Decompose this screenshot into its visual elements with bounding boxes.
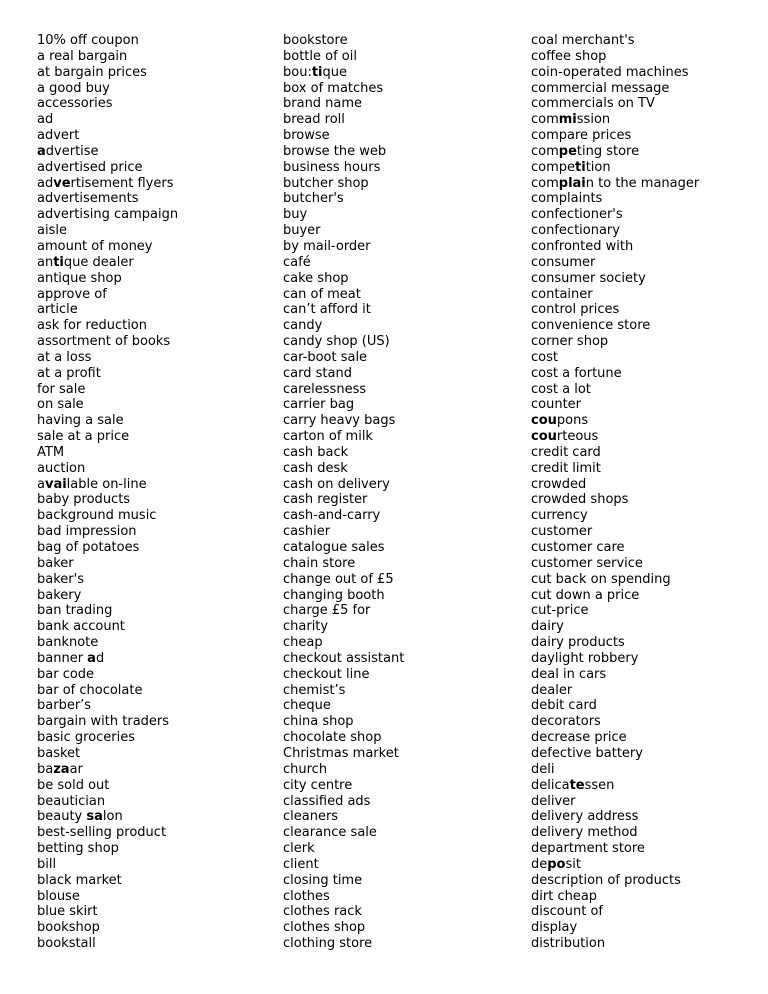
list-item: daylight robbery [531, 650, 639, 666]
list-item: betting shop [37, 841, 119, 857]
list-item: business hours [283, 159, 381, 175]
list-item: bookstore [283, 33, 348, 48]
list-item: article [37, 302, 78, 318]
list-item: bag of potatoes [37, 540, 140, 555]
list-item: customer service [531, 555, 643, 571]
list-item: carelessness [283, 381, 367, 397]
list-item: credit limit [531, 460, 601, 476]
list-item: dairy products [531, 635, 625, 651]
list-item: decorators [531, 714, 601, 730]
list-item: antique shop [37, 270, 122, 286]
list-item: commercials on TV [531, 96, 655, 112]
list-item: ATM [37, 444, 65, 460]
list-item: advertisement flyers [37, 175, 174, 191]
list-item: clothes rack [283, 904, 362, 920]
list-item: coal merchant's [531, 33, 635, 48]
list-item: best-selling product [37, 825, 167, 841]
list-item: sale at a price [37, 429, 130, 445]
list-item: buyer [283, 223, 321, 239]
list-item: confectioner's [531, 207, 623, 223]
list-item: advertised price [37, 159, 143, 175]
list-item: auction [37, 460, 86, 476]
list-item: cheap [283, 635, 323, 651]
list-item: bookstall [37, 936, 96, 952]
list-item: dairy [531, 619, 564, 635]
list-item: church [283, 761, 328, 777]
list-item: customer care [531, 540, 625, 555]
list-item: defective battery [531, 745, 643, 761]
list-item: cash on delivery [283, 476, 390, 492]
list-item: brand name [283, 96, 363, 112]
list-item: debit card [531, 698, 597, 714]
list-item: commission [531, 112, 611, 128]
list-item: a good buy [37, 80, 110, 96]
list-item: banner ad [37, 650, 105, 666]
list-item: aisle [37, 223, 67, 239]
list-item: coupons [531, 413, 589, 429]
list-item: bookshop [37, 920, 100, 936]
list-item: clothing store [283, 936, 373, 952]
list-item: bank account [37, 619, 125, 635]
list-item: accessories [37, 96, 113, 112]
list-item: chemist’s [283, 682, 346, 698]
list-item: background music [37, 508, 157, 524]
list-item: advertise [37, 143, 99, 159]
list-item: browse the web [283, 143, 387, 159]
list-item: cash back [283, 444, 349, 460]
list-item: approve of [37, 286, 107, 302]
list-item: checkout line [283, 666, 370, 682]
list-item: currency [531, 508, 588, 524]
list-item: basket [37, 745, 81, 761]
list-item: coffee shop [531, 48, 607, 64]
list-item: complaints [531, 191, 603, 207]
list-item: bar code [37, 666, 95, 682]
list-item: carrier bag [283, 397, 355, 413]
list-item: clerk [283, 841, 315, 857]
list-item: chain store [283, 555, 356, 571]
list-item: clothes [283, 888, 330, 904]
list-item: cut down a price [531, 587, 640, 603]
list-item: client [283, 856, 319, 872]
word-column-3 [531, 33, 768, 952]
list-item: deliver [531, 793, 576, 809]
list-item: cash-and-carry [283, 508, 381, 524]
list-item: coin-operated machines [531, 64, 689, 80]
list-item: for sale [37, 381, 86, 397]
list-item: amount of money [37, 238, 153, 254]
list-item: baby products [37, 492, 131, 508]
list-item: dirt cheap [531, 888, 598, 904]
list-item: bottle of oil [283, 48, 357, 64]
list-item: description of products [531, 872, 681, 888]
list-item: bar of chocolate [37, 682, 143, 698]
list-item: candy shop (US) [283, 334, 390, 350]
list-item: candy [283, 318, 323, 334]
list-item: bread roll [283, 112, 345, 128]
list-item: delicatessen [531, 777, 615, 793]
list-item: clearance sale [283, 825, 377, 841]
list-item: advertising campaign [37, 207, 179, 223]
list-item: customer [531, 524, 593, 540]
list-item: beautician [37, 793, 106, 809]
list-item: butcher's [283, 191, 344, 207]
list-item: consumer society [531, 270, 646, 286]
list-item: advertisements [37, 191, 139, 207]
list-item: cake shop [283, 270, 349, 286]
list-item: ban trading [37, 603, 113, 619]
list-item: a real bargain [37, 48, 128, 64]
list-item: crowded [531, 476, 587, 492]
list-item: cash register [283, 492, 368, 508]
list-item: counter [531, 397, 582, 413]
list-item: dealer [531, 682, 573, 698]
list-item: butcher shop [283, 175, 369, 191]
list-item: cut-price [531, 603, 589, 619]
list-item: blouse [37, 888, 80, 904]
list-item: available on-line [37, 476, 147, 492]
list-item: cheque [283, 698, 331, 714]
list-item: car-boot sale [283, 349, 368, 365]
list-item: bargain with traders [37, 714, 170, 730]
list-item: distribution [531, 936, 606, 952]
list-item: catalogue sales [283, 540, 385, 555]
list-item: cleaners [283, 809, 339, 825]
list-item: control prices [531, 302, 620, 318]
list-item: cost a lot [531, 381, 591, 397]
list-item: cost [531, 349, 558, 365]
list-item: department store [531, 841, 645, 857]
list-item: courteous [531, 429, 599, 445]
list-item: city centre [283, 777, 353, 793]
list-item: barber’s [37, 698, 92, 714]
list-item: chocolate shop [283, 730, 382, 746]
list-item: competition [531, 159, 611, 175]
list-item: blue skirt [37, 904, 98, 920]
list-item: browse [283, 128, 330, 144]
list-item: ad [37, 112, 54, 128]
list-item: charity [283, 619, 329, 635]
list-item: basic groceries [37, 730, 136, 746]
list-item: at a profit [37, 365, 101, 381]
list-item: cashier [283, 524, 331, 540]
list-item: bazaar [37, 761, 83, 777]
list-item: Christmas market [283, 745, 399, 761]
list-item: crowded shops [531, 492, 629, 508]
list-item: bakery [37, 587, 82, 603]
list-item: ask for reduction [37, 318, 148, 334]
list-item: changing booth [283, 587, 385, 603]
list-item: at bargain prices [37, 64, 147, 80]
list-item: advert [37, 128, 80, 144]
list-item: beauty salon [37, 809, 123, 825]
list-item: compare prices [531, 128, 632, 144]
list-item: deli [531, 761, 555, 777]
list-item: consumer [531, 254, 596, 270]
list-item: 10% off coupon [37, 33, 139, 48]
list-item: deal in cars [531, 666, 607, 682]
list-item: by mail-order [283, 238, 371, 254]
list-item: delivery address [531, 809, 639, 825]
list-item: competing store [531, 143, 640, 159]
list-item: bill [37, 856, 57, 872]
list-item: carry heavy bags [283, 413, 396, 429]
list-item: cost a fortune [531, 365, 622, 381]
list-item: baker [37, 555, 74, 571]
list-item: delivery method [531, 825, 638, 841]
list-item: assortment of books [37, 334, 171, 350]
list-item: classified ads [283, 793, 371, 809]
list-item: can of meat [283, 286, 361, 302]
list-item: cash desk [283, 460, 348, 476]
list-item: display [531, 920, 578, 936]
list-item: confronted with [531, 238, 634, 254]
word-column-1 [37, 33, 277, 952]
list-item: charge £5 for [283, 603, 371, 619]
list-item: bad impression [37, 524, 137, 540]
list-item: bou:tique [283, 64, 347, 80]
list-item: antique dealer [37, 254, 134, 270]
list-item: carton of milk [283, 429, 373, 445]
list-item: on sale [37, 397, 84, 413]
list-item: having a sale [37, 413, 124, 429]
list-item: china shop [283, 714, 354, 730]
list-item: be sold out [37, 777, 110, 793]
list-item: café [283, 254, 311, 270]
list-item: black market [37, 872, 122, 888]
list-item: buy [283, 207, 308, 223]
word-column-2 [283, 33, 523, 952]
list-item: baker's [37, 571, 84, 587]
list-item: commercial message [531, 80, 670, 96]
list-item: discount of [531, 904, 603, 920]
list-item: decrease price [531, 730, 627, 746]
list-item: can’t afford it [283, 302, 371, 318]
list-item: cut back on spending [531, 571, 671, 587]
list-item: credit card [531, 444, 601, 460]
list-item: corner shop [531, 334, 609, 350]
list-item: closing time [283, 872, 363, 888]
list-item: container [531, 286, 593, 302]
list-item: card stand [283, 365, 352, 381]
list-item: at a loss [37, 349, 92, 365]
list-item: banknote [37, 635, 99, 651]
list-item: checkout assistant [283, 650, 405, 666]
list-item: convenience store [531, 318, 651, 334]
list-item: complain to the manager [531, 175, 700, 191]
list-item: clothes shop [283, 920, 366, 936]
list-item: confectionary [531, 223, 620, 239]
list-item: deposit [531, 856, 581, 872]
list-item: box of matches [283, 80, 384, 96]
list-item: change out of £5 [283, 571, 394, 587]
